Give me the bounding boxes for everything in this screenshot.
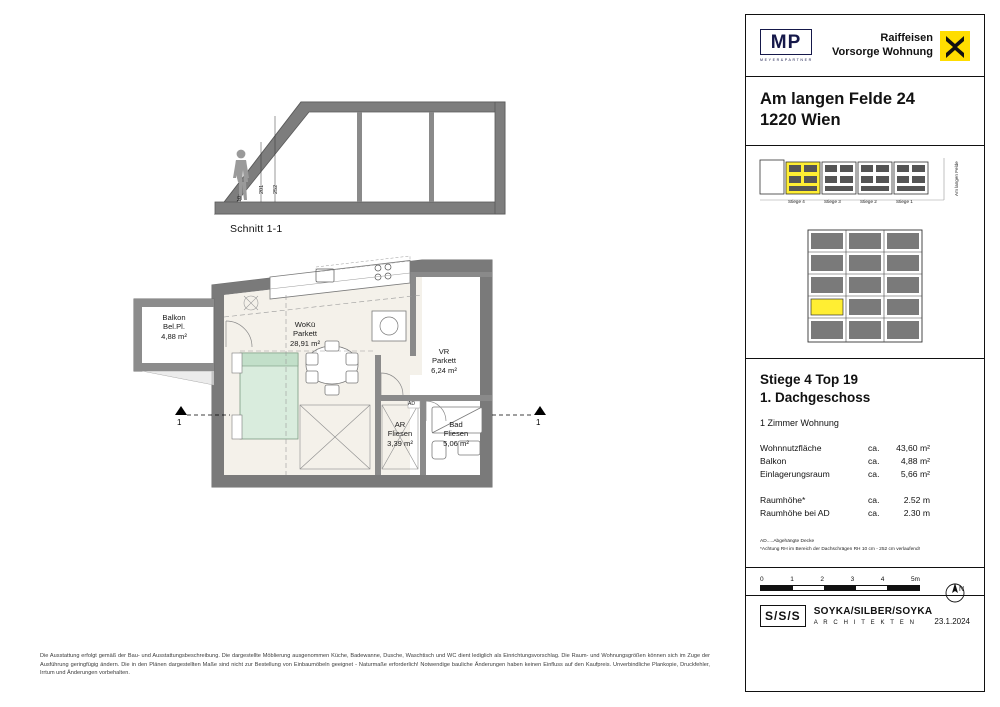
scale-tick: 5m: [910, 575, 920, 583]
height-row: [760, 494, 970, 507]
unit-notes: [760, 538, 970, 552]
section-geometry: [205, 96, 525, 221]
site-plan-overview: [758, 156, 972, 218]
height-row: [760, 507, 970, 520]
area-row: [760, 455, 970, 468]
height-label: Raumhöhe bei AD: [760, 508, 830, 519]
disclaimer-text: Die Ausstattung erfolgt gemäß der Bau- und Ausstattungsbeschreibung. Die dargestellte Möblierung ausgenommen Küche, Badewanne, Dusche, Waschtisch und WC dient lediglich als Einrichtungsvorschlag. Die Raum- und Wohnungsgrößen können sich im Zuge der Ausführung geringfügig ändern. Die in den Plänen dargestellten Maße sind nicht zur Bestellung von Einbaumöbeln geeignet - Naturmaße erforderlich! Notwendige bauliche Änderungen haben keinen Einfluss auf den Kaufpreis. Unverbindliche Plankopie, Druckfehler, Irrtum und Änderungen vorbehalten.: [40, 653, 710, 677]
room-label-ar: AR Fliesen 3,39 m²: [387, 420, 413, 448]
height-approx: ca.: [868, 494, 880, 505]
info-panel: [745, 14, 985, 692]
area-row: [760, 442, 970, 455]
note-ad: AD.....Abgehängte Decke: [760, 539, 815, 545]
room-label-balkon: Balkon Bel.Pl. 4,88 m²: [161, 313, 187, 341]
architects-name: SOYKA/SILBER/SOYKA: [813, 605, 933, 617]
scale-tick: 2: [820, 575, 824, 583]
area-row: [760, 468, 970, 481]
area-approx: ca.: [868, 442, 880, 453]
section-dim-252: 252: [273, 184, 279, 194]
area-value: 4,88 m²: [900, 456, 930, 467]
unit-type: 1 Zimmer Wohnung: [760, 417, 839, 428]
siteplan-stiege-3-label: Stiege 3: [824, 199, 841, 205]
unit-title: [760, 371, 970, 407]
siteplan-stiege-1-label: Stiege 1: [896, 199, 913, 205]
section-marker-right: 1: [536, 418, 541, 427]
area-table: [760, 442, 970, 521]
svg-text:N: N: [959, 585, 965, 593]
floor-plan-geometry: [120, 255, 580, 555]
site-plan-floor: [758, 228, 972, 346]
architects-mark: S/S/S: [760, 605, 806, 627]
siteplan-street-label: Am langen Felde: [954, 161, 959, 197]
address-line1: Am langen Felde 24: [760, 90, 915, 108]
site-plans: [746, 146, 984, 359]
floor-plan: [120, 255, 580, 555]
scale-segment: [856, 586, 888, 590]
area-value: 43,60 m²: [896, 442, 930, 453]
unit-title-line2: 1. Dachgeschoss: [760, 390, 871, 406]
site-plan-floor-graphic: [758, 228, 972, 344]
raiffeisen-line1: Raiffeisen: [880, 31, 933, 44]
room-label-bad: Bad Fliesen 5,06 m²: [443, 420, 469, 448]
area-approx: ca.: [868, 456, 880, 467]
scale-bar-section: [746, 568, 984, 596]
scale-bar: [760, 585, 920, 591]
siteplan-stiege-2-label: Stiege 2: [860, 199, 877, 205]
mp-subtitle: MEYER&PARTNER: [760, 58, 813, 62]
scale-tick: 0: [760, 575, 764, 583]
unit-title-line1: Stiege 4 Top 19: [760, 372, 859, 388]
area-approx: ca.: [868, 469, 880, 480]
architects-text: [814, 606, 933, 626]
section-marker-left: 1: [177, 418, 182, 427]
address-block: [746, 77, 984, 146]
unit-info: [746, 359, 984, 568]
height-value: 2.30 m: [903, 508, 930, 519]
area-value: 5,66 m²: [900, 469, 930, 480]
ad-tag-label: AD: [408, 401, 415, 407]
scale-segment: [761, 586, 793, 590]
address-line2: 1220 Wien: [760, 111, 841, 130]
site-plan-overview-graphic: [758, 156, 972, 214]
architects-block: [746, 596, 984, 637]
area-label: Balkon: [760, 456, 787, 467]
spacer: [760, 482, 970, 494]
scale-segment: [825, 586, 857, 590]
mp-initials: MP: [760, 29, 812, 55]
height-label: Raumhöhe*: [760, 494, 806, 505]
room-label-vr: VR Parkett 6,24 m²: [431, 347, 457, 375]
scale-segment: [888, 586, 919, 590]
scale-segment: [793, 586, 825, 590]
note-roof-height: *Achtung RH im Bereich der Dachschrägen RH 10 cm - 252 cm verlaufend!: [760, 546, 920, 552]
section-drawing: [205, 96, 525, 236]
plan-date: 23.1.2024: [934, 616, 970, 626]
area-label: Einlagerungsraum: [760, 469, 830, 480]
section-label: Schnitt 1-1: [230, 223, 283, 235]
section-dim-10: 10: [237, 195, 243, 202]
architects-subtitle: A R C H I T E K T E N: [813, 619, 917, 626]
logo-row: [746, 15, 984, 77]
raiffeisen-line2: Vorsorge Wohnung: [831, 45, 933, 58]
siteplan-stiege-4-label: Stiege 4: [788, 199, 805, 205]
raiffeisen-logo: [832, 31, 970, 61]
meyer-partner-logo: [760, 29, 812, 62]
area-label: Wohnnutzfläche: [760, 442, 822, 453]
scale-tick: 4: [880, 575, 885, 583]
section-dim-201: 201: [259, 184, 265, 194]
scale-tick-labels: [760, 576, 920, 583]
height-approx: ca.: [868, 508, 880, 519]
height-value: 2.52 m: [903, 494, 930, 505]
scale-tick: 3: [850, 575, 855, 583]
raiffeisen-text: [832, 32, 933, 60]
room-label-wokue: WoKü Parkett 28,91 m²: [290, 320, 320, 348]
raiffeisen-gable-cross-icon: [940, 31, 970, 61]
scale-tick: 1: [790, 575, 794, 583]
